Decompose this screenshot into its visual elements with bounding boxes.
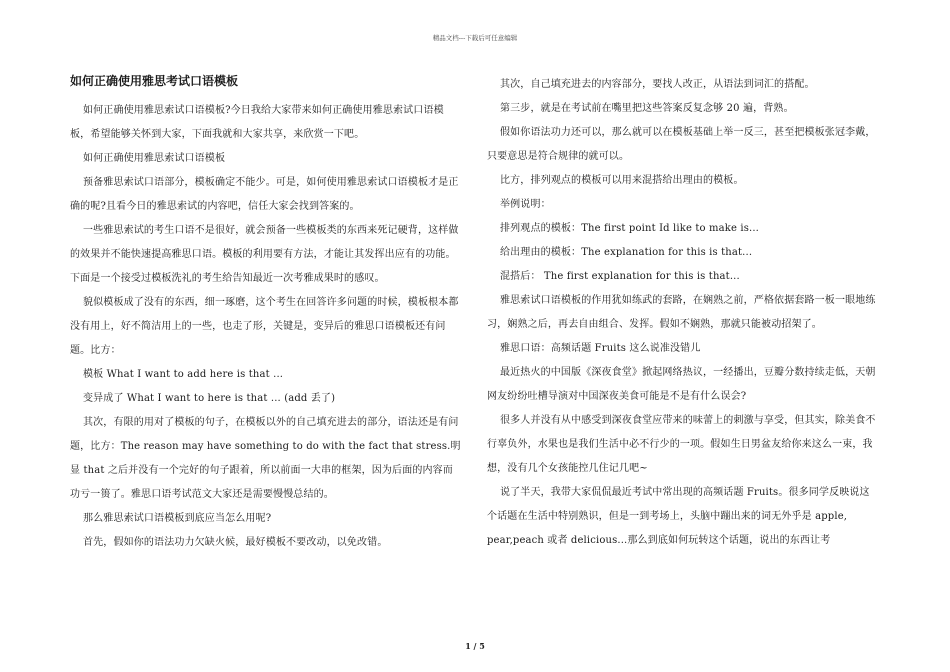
paragraph: 如何正确使用雅思索试口语模板 (83, 153, 226, 164)
paragraph: 如何正确使用雅思索试口语模板?今日我给大家带来如何正确使用雅思索试口语模板，希望能够关怀到大家，下面我就和大家共享，来欣赏一下吧。 (70, 105, 444, 140)
paragraph: 其次，自己填充进去的内容部分，要找人改正，从语法到词汇的搭配。 (500, 79, 815, 90)
right-body (487, 73, 879, 553)
paragraph: 模板 What I want to add here is that ... (83, 369, 284, 380)
paragraph: 混搭后： The first explanation for this is that... (500, 271, 740, 282)
paragraph: 雅思索试口语模板的作用犹如练武的套路，在娴熟之前，严格依据套路一板一眼地练习，娴熟之后，再去自由组合、发挥。假如不娴熟，那就只能被动招架了。 (487, 295, 876, 330)
document-title: 如何正确使用雅思考试口语模板 (70, 74, 239, 88)
left-column (70, 73, 462, 555)
right-column (487, 73, 879, 553)
paragraph: 假如你语法功力还可以，那么就可以在模板基础上举一反三，甚至把模板张冠李戴，只要意思是符合规律的就可以。 (487, 127, 876, 162)
paragraph: 第三步，就是在考试前在嘴里把这些答案反复念够 20 遍，背熟。 (500, 103, 794, 114)
paragraph: 最近热火的中国版《深夜食堂》掀起网络热议，一经播出，豆瓣分数持续走低，天朝网友纷纷吐槽导演对中国深夜美食可能是不是有什么误会? (487, 367, 876, 402)
paragraph: 变异成了 What I want to here is that ... (add 丢了) (83, 393, 336, 404)
paragraph: 雅思口语：高频话题 Fruits 这么说准没错儿 (500, 343, 701, 354)
paragraph: 那么雅思索试口语模板到底应当怎么用呢? (83, 513, 272, 524)
paragraph: 排列观点的模板：The first point Id like to make is... (500, 223, 759, 234)
page-header: 精品文档---下载后可任意编辑 (432, 34, 518, 42)
paragraph: 说了半天，我带大家侃侃最近考试中常出现的高频话题 Fruits。很多同学反映说这个话题在生活中特别熟识，但是一到考场上，头脑中蹦出来的词无外乎是 apple, pear,peach 或者 delicious...那么到底如何玩转这个话题，说出的东西让考 (487, 487, 870, 546)
paragraph: 首先，假如你的语法功力欠缺火候，最好模板不要改动，以免改错。 (83, 537, 388, 548)
paragraph: 其次，有限的用对了模板的句子，在模板以外的自己填充进去的部分，语法还是有问题，比方：The reason may have something to do with the fact that stress.明显 that 之后并没有一个完好的句子跟着，所以前面一大串的框架，因为后面的内容而功亏一篑了。雅思口语考试范文大家还是需要慢慢总结的。 (70, 417, 461, 500)
paragraph: 预备雅思索试口语部分，模板确定不能少。可是，如何使用雅思索试口语模板才是正确的呢?且看今日的雅思索试的内容吧，信任大家会找到答案的。 (70, 177, 459, 212)
paragraph: 一些雅思索试的考生口语不是很好，就会预备一些模板类的东西来死记硬背，这样做的效果并不能快速提高雅思口语。模板的利用要有方法，才能让其发挥出应有的功能。下面是一个接受过模板洗礼的考生给告知最近一次考雅成果时的感叹。 (70, 225, 459, 284)
paragraph: 举例说明： (500, 199, 551, 210)
paragraph: 比方，排列观点的模板可以用来混搭给出理由的模板。 (500, 175, 744, 186)
paragraph: 貌似模板成了没有的东西，细一琢磨，这个考生在回答许多问题的时候，模板根本都没有用上，好不简洁用上的一些，也走了形，关键是，变异后的雅思口语模板还有问题。比方： (70, 297, 459, 356)
left-body (70, 99, 462, 555)
paragraph: 给出理由的模板：The explanation for this is that... (500, 247, 753, 258)
paragraph: 很多人并没有从中感受到深夜食堂应带来的味蕾上的刺激与享受，但其实，除美食不行辜负外，水果也是我们生活中必不行少的一项。假如生日男盆友给你来这么一束，我想，没有几个女孩能控几住记几吧~ (487, 415, 876, 474)
page-number: 1 / 5 (465, 641, 485, 651)
